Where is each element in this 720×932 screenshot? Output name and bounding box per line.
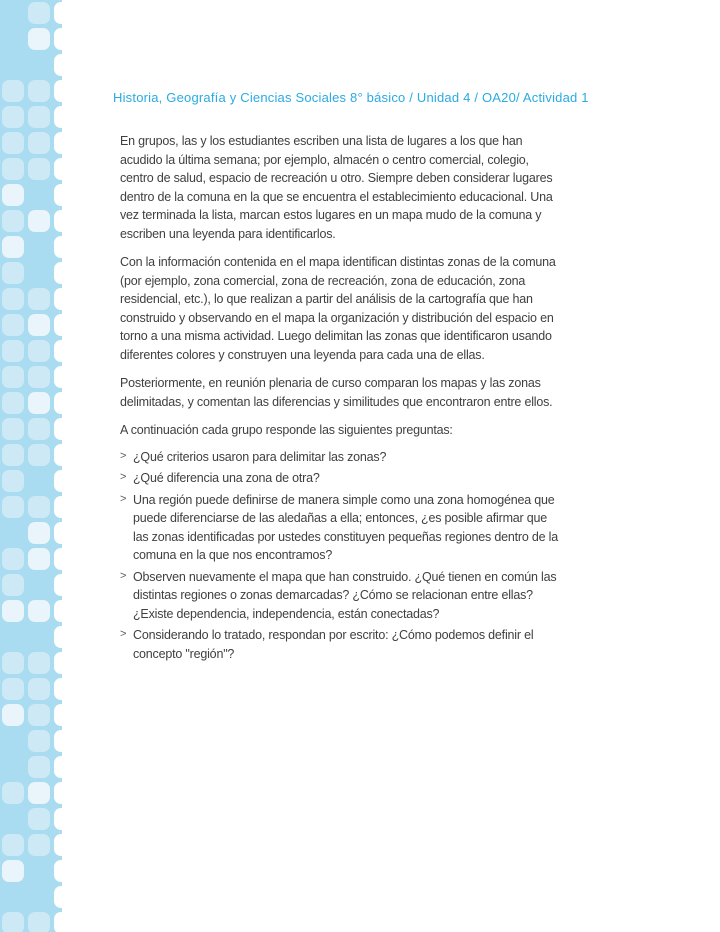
- decorative-square: [54, 730, 76, 752]
- paragraph-plenary-discussion: Posteriormente, en reunión plenaria de curso comparan los mapas y las zonas delimitadas, y comentan las diferencias y similitudes que encontraron entre ellos.: [120, 376, 553, 409]
- decorative-square: [2, 678, 24, 700]
- decorative-square: [28, 80, 50, 102]
- decorative-square: [2, 418, 24, 440]
- decorative-square: [54, 236, 76, 258]
- decorative-square: [54, 548, 76, 570]
- decorative-square: [54, 522, 76, 544]
- decorative-square: [54, 860, 76, 882]
- decorative-square: [2, 158, 24, 180]
- decorative-square: [54, 574, 76, 596]
- decorative-square: [2, 392, 24, 414]
- page-title: Historia, Geografía y Ciencias Sociales 8° básico / Unidad 4 / OA20/ Actividad 1: [113, 90, 589, 105]
- decorative-square: [54, 912, 76, 932]
- decorative-square: [2, 470, 24, 492]
- decorative-square: [54, 808, 76, 830]
- decorative-square: [28, 782, 50, 804]
- decorative-square: [28, 210, 50, 232]
- decorative-square: [28, 756, 50, 778]
- question-item: [120, 448, 565, 467]
- decorative-square: [54, 626, 76, 648]
- paragraph-map-zones: Con la información contenida en el mapa identifican distintas zonas de la comuna (por ejemplo, zona comercial, zona de recreación, zona de educación, zona residencial, etc.), lo que realizan a partir del análisis de la cartografía que han construido y observando en el mapa la organización y distribución del espacio en torno a una misma actividad. Luego delimitan las zonas que identificaron usando diferentes colores y construyen una leyenda para cada una de ellas.: [120, 255, 556, 362]
- arrow-bullet-icon: >: [120, 471, 127, 483]
- decorative-square: [2, 366, 24, 388]
- questions-intro: A continuación cada grupo responde las siguientes preguntas:: [120, 423, 453, 437]
- decorative-square: [54, 288, 76, 310]
- decorative-square: [2, 912, 24, 932]
- decorative-square: [28, 418, 50, 440]
- decorative-square: [2, 496, 24, 518]
- decorative-square: [54, 444, 76, 466]
- decorative-square: [54, 366, 76, 388]
- decorative-square: [54, 496, 76, 518]
- decorative-square: [2, 600, 24, 622]
- question-item: [120, 568, 565, 624]
- decorative-square: [2, 288, 24, 310]
- decorative-square: [54, 418, 76, 440]
- decorative-square: [2, 210, 24, 232]
- decorative-square: [54, 28, 76, 50]
- decorative-square: [2, 236, 24, 258]
- decorative-square: [54, 210, 76, 232]
- decorative-square: [28, 288, 50, 310]
- decorative-square: [54, 600, 76, 622]
- decorative-square: [2, 574, 24, 596]
- decorative-square: [28, 704, 50, 726]
- decorative-square: [28, 340, 50, 362]
- decorative-square: [54, 314, 76, 336]
- decorative-square: [28, 600, 50, 622]
- decorative-square: [2, 444, 24, 466]
- decorative-square: [54, 392, 76, 414]
- decorative-square: [28, 444, 50, 466]
- decorative-square: [54, 262, 76, 284]
- decorative-square: [54, 80, 76, 102]
- decorative-square: [54, 886, 76, 908]
- decorative-square: [28, 522, 50, 544]
- decorative-square: [54, 756, 76, 778]
- paragraph-activity-description: En grupos, las y los estudiantes escriben una lista de lugares a los que han acudido la última semana; por ejemplo, almacén o centro comercial, colegio, centro de salud, espacio de recreación u otro. Siempre deben considerar lugares dentro de la comuna en la que se encuentra el establecimiento educacional. Una vez terminada la lista, marcan estos lugares en un mapa mudo de la comuna y escriben una leyenda para identificarlos.: [120, 134, 553, 241]
- decorative-square: [54, 834, 76, 856]
- decorative-square: [54, 2, 76, 24]
- decorative-square: [54, 704, 76, 726]
- decorative-square: [54, 340, 76, 362]
- decorative-square: [28, 808, 50, 830]
- decorative-square: [54, 106, 76, 128]
- decorative-square: [28, 548, 50, 570]
- decorative-square: [2, 652, 24, 674]
- decorative-square: [28, 2, 50, 24]
- decorative-square: [28, 678, 50, 700]
- decorative-square: [28, 730, 50, 752]
- decorative-border: [0, 0, 78, 932]
- question-item: [120, 626, 565, 663]
- decorative-square: [54, 678, 76, 700]
- decorative-square: [2, 106, 24, 128]
- arrow-bullet-icon: >: [120, 449, 127, 462]
- decorative-square: [28, 158, 50, 180]
- decorative-square: [54, 184, 76, 206]
- decorative-square: [28, 314, 50, 336]
- decorative-square: [28, 392, 50, 414]
- decorative-square: [2, 184, 24, 206]
- decorative-square: [54, 54, 76, 76]
- decorative-square: [54, 470, 76, 492]
- decorative-square: [28, 366, 50, 388]
- decorative-square: [28, 912, 50, 932]
- decorative-square: [2, 834, 24, 856]
- decorative-square: [28, 496, 50, 518]
- decorative-square: [2, 80, 24, 102]
- decorative-square: [28, 834, 50, 856]
- decorative-square: [2, 860, 24, 882]
- decorative-square: [28, 652, 50, 674]
- decorative-square: [54, 132, 76, 154]
- question-text: Observen nuevamente el mapa que han construido. ¿Qué tienen en común las distintas regiones o zonas demarcadas? ¿Cómo se relacionan entre ellas? ¿Existe dependencia, independencia, están conectadas?: [133, 569, 557, 621]
- decorative-square: [2, 782, 24, 804]
- question-text: Una región puede definirse de manera simple como una zona homogénea que puede diferenciarse de las aledañas a ella; entonces, ¿es posible afirmar que las zonas identificadas por ustedes constituyen pequeñas regiones dentro de la comuna en la que nos encontramos?: [133, 492, 558, 562]
- question-text: ¿Qué diferencia una zona de otra?: [133, 471, 320, 485]
- decorative-square: [28, 132, 50, 154]
- questions-list: [113, 448, 565, 664]
- arrow-bullet-icon: >: [120, 569, 127, 582]
- decorative-square: [2, 548, 24, 570]
- decorative-square: [54, 652, 76, 674]
- decorative-square: [2, 314, 24, 336]
- decorative-square: [2, 704, 24, 726]
- arrow-bullet-icon: >: [120, 492, 127, 505]
- decorative-square: [2, 340, 24, 362]
- arrow-bullet-icon: >: [120, 628, 127, 640]
- decorative-square: [2, 132, 24, 154]
- decorative-square: [2, 262, 24, 284]
- question-text: Considerando lo tratado, respondan por escrito: ¿Cómo podemos definir el concepto "región"?: [133, 628, 534, 661]
- question-text: ¿Qué criterios usaron para delimitar las zonas?: [133, 449, 387, 464]
- question-item: [120, 491, 565, 565]
- decorative-square: [54, 782, 76, 804]
- page-content: [113, 89, 589, 666]
- decorative-square: [54, 158, 76, 180]
- decorative-square: [28, 28, 50, 50]
- decorative-square: [28, 106, 50, 128]
- question-item: [120, 469, 565, 488]
